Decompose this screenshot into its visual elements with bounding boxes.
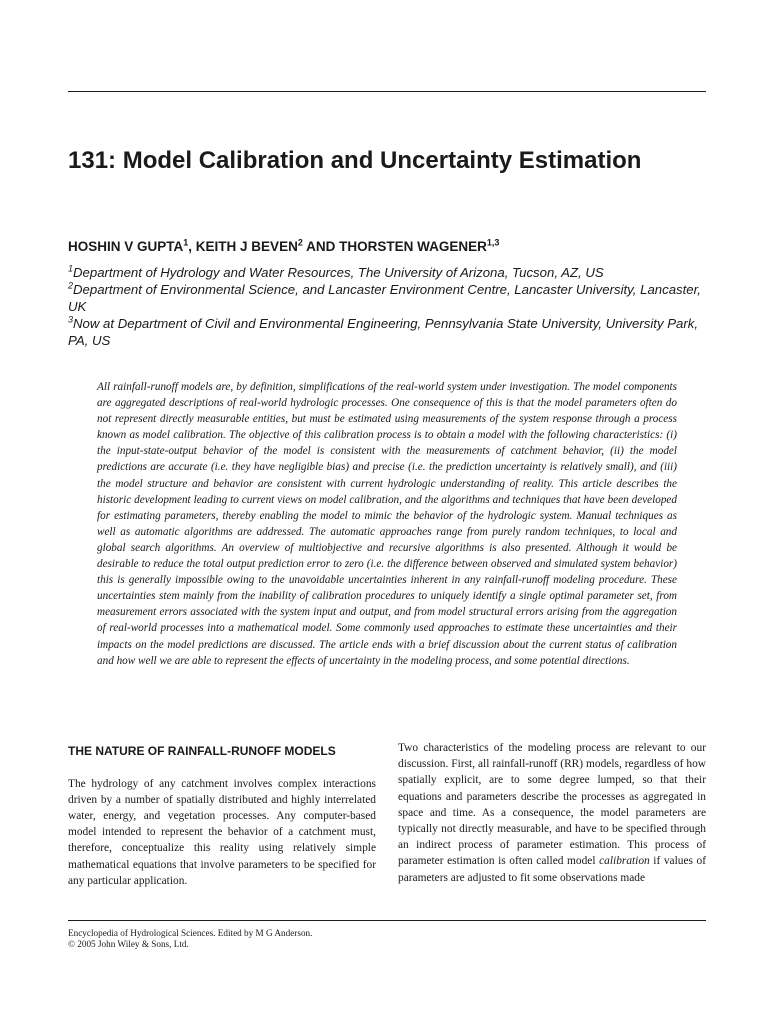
footer <box>68 928 468 950</box>
author-separator: AND <box>302 239 340 254</box>
top-rule <box>68 91 706 92</box>
author-separator: , <box>188 239 196 254</box>
affiliation-superscript: 1 <box>68 263 74 274</box>
body-paragraph <box>398 740 706 886</box>
abstract: All rainfall-runoff models are, by definition, simplifications of the real-world system under investigation. The model components are aggregated descriptions of real-world hydrologic processes. One consequence of this is that the model parameters often do not represent directly measurable entities, but must be estimated using measurements of the system response through a process known as model calibration. The objective of this calibration process is to obtain a model with the following characteristics: (i) the input-state-output behavior of the model is consistent with the measurements of catchment behavior, (ii) the model predictions are accurate (i.e. they have negligible bias) and precise (i.e. the prediction uncertainty is relatively small), and (iii) the model structure and behavior are consistent with current hydrologic understanding of reality. This article describes the historic development leading to current views on model calibration, and the algorithms and techniques that have been developed for estimating parameters, thereby enabling the model to mimic the behavior of the hydrologic system. Manual techniques as well as automatic algorithms are addressed. The automatic approaches range from purely random techniques, to local and global search algorithms. An overview of multiobjective and recursive algorithms is also presented. Although it would be desirable to reduce the total output prediction error to zero (i.e. the difference between observed and simulated system behavior) this is generally impossible owing to the unavoidable uncertainties inherent in any rainfall-runoff modeling procedure. These uncertainties stem mainly from the inability of calibration procedures to uniquely identify a single optimal parameter set, from measurement errors associated with the system input and output, and from model structural errors arising from the aggregation of real-world processes into a mathematical model. Some commonly used approaches to estimate these uncertainties and their impacts on the model predictions are discussed. The article ends with a brief discussion about the current status of calibration and how well we are able to represent the effects of uncertainty in the modeling process, and some potential directions. <box>97 381 677 667</box>
section-heading: THE NATURE OF RAINFALL-RUNOFF MODELS <box>68 744 336 758</box>
affiliation-superscript: 2 <box>68 280 74 291</box>
affiliation <box>68 315 708 349</box>
author-list <box>68 238 708 256</box>
affiliation-list <box>68 264 708 349</box>
author-name: HOSHIN V GUPTA <box>68 239 184 254</box>
author-name: THORSTEN WAGENER <box>339 239 487 254</box>
affiliation-text: Department of Hydrology and Water Resources, The University of Arizona, Tucson, AZ, US <box>73 265 604 280</box>
affiliation-superscript: 3 <box>68 314 74 325</box>
affiliation <box>68 281 708 315</box>
author-superscript: 1,3 <box>486 237 500 248</box>
body-column-left <box>68 740 376 889</box>
paragraph-text: Two characteristics of the modeling process are relevant to our discussion. First, all rainfall-runoff (RR) models, regardless of how spatially explicit, are to some degree lumped, so that their equations and parameters describe the processes as aggregated in space and time. As a consequence, the model parameters are typically not directly measurable, and have to be specified through an indirect process of parameter estimation. This process of parameter estimation is often called model <box>398 742 706 868</box>
footer-copyright: © 2005 John Wiley & Sons, Ltd. <box>68 939 189 949</box>
body-column-right <box>398 740 706 886</box>
paragraph-text: if values of parameters are adjusted to fit some observations made <box>398 855 707 884</box>
affiliation-text: Department of Environmental Science, and Lancaster Environment Centre, Lancaster University, Lancaster, UK <box>68 282 701 314</box>
author-superscript: 1 <box>183 237 189 248</box>
affiliation-text: Now at Department of Civil and Environmental Engineering, Pennsylvania State University, University Park, PA, US <box>68 316 698 348</box>
body-paragraph: The hydrology of any catchment involves complex interactions driven by a number of spatially distributed and highly interrelated water, energy, and vegetation processes. Any computer-based model intended to represent the behavior of a catchment must, therefore, conceptualize this reality using relatively simple mathematical equations that involve parameters to be specified for any particular application. <box>68 777 376 887</box>
author-name: KEITH J BEVEN <box>195 239 298 254</box>
affiliation <box>68 264 708 281</box>
emphasis-term: calibration <box>599 855 650 868</box>
author-superscript: 2 <box>297 237 303 248</box>
footer-rule <box>68 920 706 921</box>
footer-citation: Encyclopedia of Hydrological Sciences. Edited by M G Anderson. <box>68 928 313 938</box>
article-title: 131: Model Calibration and Uncertainty Estimation <box>68 147 642 174</box>
